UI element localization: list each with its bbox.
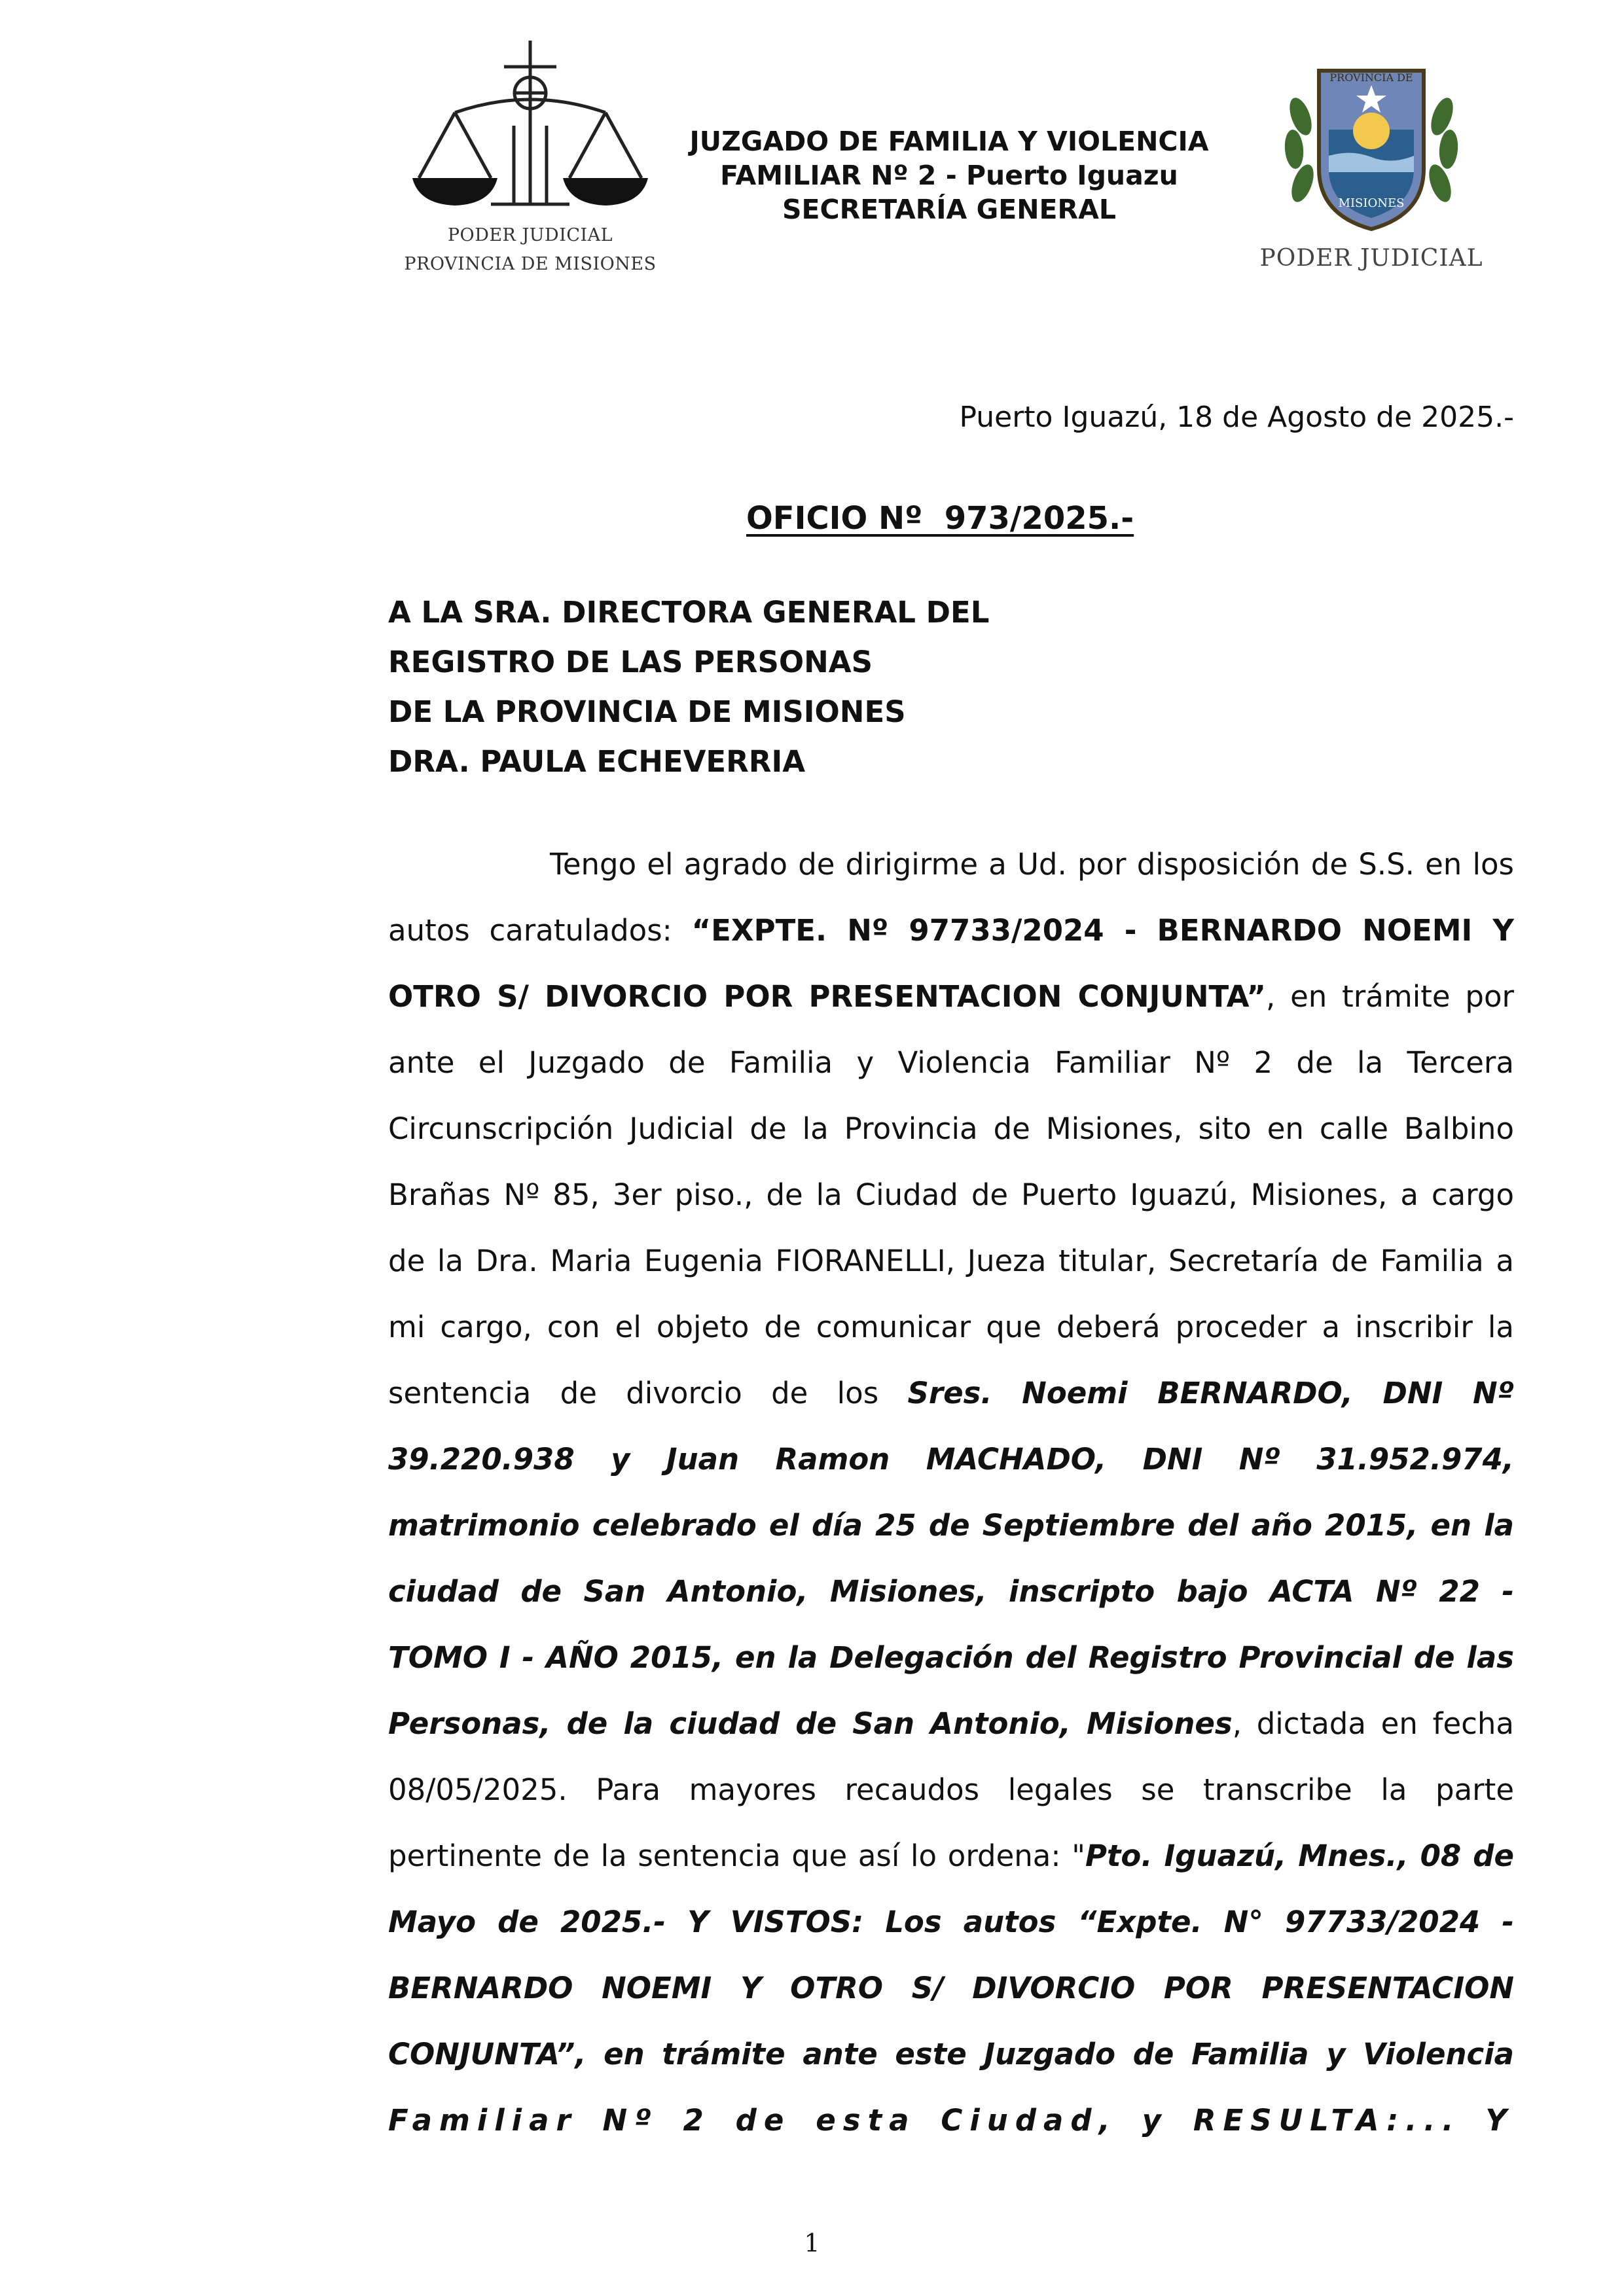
body-text: 08/05/2025. Para mayores recaudos legales se transcribe la parte (388, 1772, 1514, 1807)
emphasis-text: Sres. Noemi BERNARDO, DNI Nº (907, 1376, 1514, 1410)
addressee-line1: A LA SRA. DIRECTORA GENERAL DEL (388, 595, 990, 630)
judicial-scales-logo (393, 41, 668, 288)
seal-text-bottom: MISIONES (1338, 196, 1405, 210)
body-text: , dictada en fecha (1232, 1706, 1514, 1741)
body-text: sentencia de divorcio de los (388, 1376, 908, 1410)
body-line (388, 1360, 1514, 1426)
body-text: Circunscripción Judicial de la Provincia de Misiones, sito en calle Balbino (388, 1111, 1514, 1146)
body-line (388, 1624, 1514, 1691)
addressee-line4: DRA. PAULA ECHEVERRIA (388, 744, 806, 779)
emphasis-text: 39.220.938 y Juan Ramon MACHADO, DNI Nº 31.952.974, (388, 1442, 1514, 1477)
body-text: de la Dra. Maria Eugenia FIORANELLI, Jueza titular, Secretaría de Familia a (388, 1244, 1514, 1278)
logo-caption-line2: PROVINCIA DE MISIONES (404, 254, 657, 274)
addressee-block (388, 588, 989, 787)
body-line (388, 1162, 1514, 1228)
addressee-line2: REGISTRO DE LAS PERSONAS (388, 645, 873, 679)
body-line-last (388, 2087, 1514, 2153)
body-line (388, 1823, 1514, 1889)
emphasis-text: matrimonio celebrado el día 25 de Septiembre del año 2015, en la (388, 1508, 1514, 1543)
body-line (388, 897, 1514, 963)
body-line (388, 1426, 1514, 1492)
emphasis-text: Personas, de la ciudad de San Antonio, Misiones (388, 1706, 1233, 1741)
body-line (388, 1492, 1514, 1558)
body-line (388, 1558, 1514, 1624)
body-line (388, 1030, 1514, 1096)
body-line (388, 831, 1514, 897)
body-text: Brañas Nº 85, 3er piso., de la Ciudad de Puerto Iguazú, Misiones, a cargo (388, 1177, 1514, 1212)
scales-icon (393, 41, 668, 224)
court-title-line1: JUZGADO DE FAMILIA Y VIOLENCIA (689, 126, 1209, 157)
emphasis-text: CONJUNTA”, en trámite ante este Juzgado de Familia y Violencia (388, 2037, 1514, 2072)
case-title: “EXPTE. Nº 97733/2024 - BERNARDO NOEMI Y (691, 913, 1514, 948)
addressee-line3: DE LA PROVINCIA DE MISIONES (388, 694, 906, 729)
body-paragraph (388, 831, 1514, 2153)
province-seal-icon (1240, 58, 1502, 241)
body-text: mi cargo, con el objeto de comunicar que deberá proceder a inscribir la (388, 1310, 1514, 1344)
provincial-seal-logo (1240, 58, 1502, 280)
body-line (388, 963, 1514, 1030)
body-line (388, 1096, 1514, 1162)
body-text: pertinente de la sentencia que así lo ordena: " (388, 1839, 1085, 1873)
body-line (388, 1757, 1514, 1823)
body-line (388, 2021, 1514, 2087)
case-title: OTRO S/ DIVORCIO POR PRESENTACION CONJUNTA” (388, 979, 1266, 1014)
court-title-line2: FAMILIAR Nº 2 - Puerto Iguazu (720, 160, 1178, 191)
emphasis-text: BERNARDO NOEMI Y OTRO S/ DIVORCIO POR PRESENTACION (388, 1971, 1514, 2005)
body-text: autos caratulados: (388, 913, 692, 948)
body-line (388, 1889, 1514, 1955)
body-line (388, 1955, 1514, 2021)
emphasis-text: ciudad de San Antonio, Misiones, inscripto bajo ACTA Nº 22 - (388, 1574, 1514, 1609)
seal-text-top: PROVINCIA DE (1329, 71, 1413, 84)
court-title-line3: SECRETARÍA GENERAL (782, 194, 1116, 225)
court-title (655, 124, 1244, 226)
emphasis-text: TOMO I - AÑO 2015, en la Delegación del Registro Provincial de las (388, 1640, 1514, 1675)
date-line: Puerto Iguazú, 18 de Agosto de 2025.- (959, 401, 1514, 434)
emphasis-text: Pto. Iguazú, Mnes., 08 de (1085, 1839, 1515, 1873)
body-text: , en trámite por (1265, 979, 1514, 1014)
logo-caption-line1: PODER JUDICIAL (447, 225, 613, 245)
body-text: ante el Juzgado de Familia y Violencia Familiar Nº 2 de la Tercera (388, 1045, 1514, 1080)
page-number: 1 (804, 2229, 820, 2257)
oficio-number: OFICIO Nº 973/2025.- (746, 500, 1134, 537)
emphasis-text: Mayo de 2025.- Y VISTOS: Los autos “Expte. N° 97733/2024 - (388, 1905, 1514, 1939)
body-text: Tengo el agrado de dirigirme a Ud. por disposición de S.S. en los (550, 847, 1514, 882)
body-line (388, 1691, 1514, 1757)
emphasis-text: Familiar Nº 2 de esta Ciudad, y RESULTA:... Y (388, 2103, 1514, 2138)
seal-caption: PODER JUDICIAL (1259, 245, 1483, 272)
body-line (388, 1294, 1514, 1360)
body-line (388, 1228, 1514, 1294)
